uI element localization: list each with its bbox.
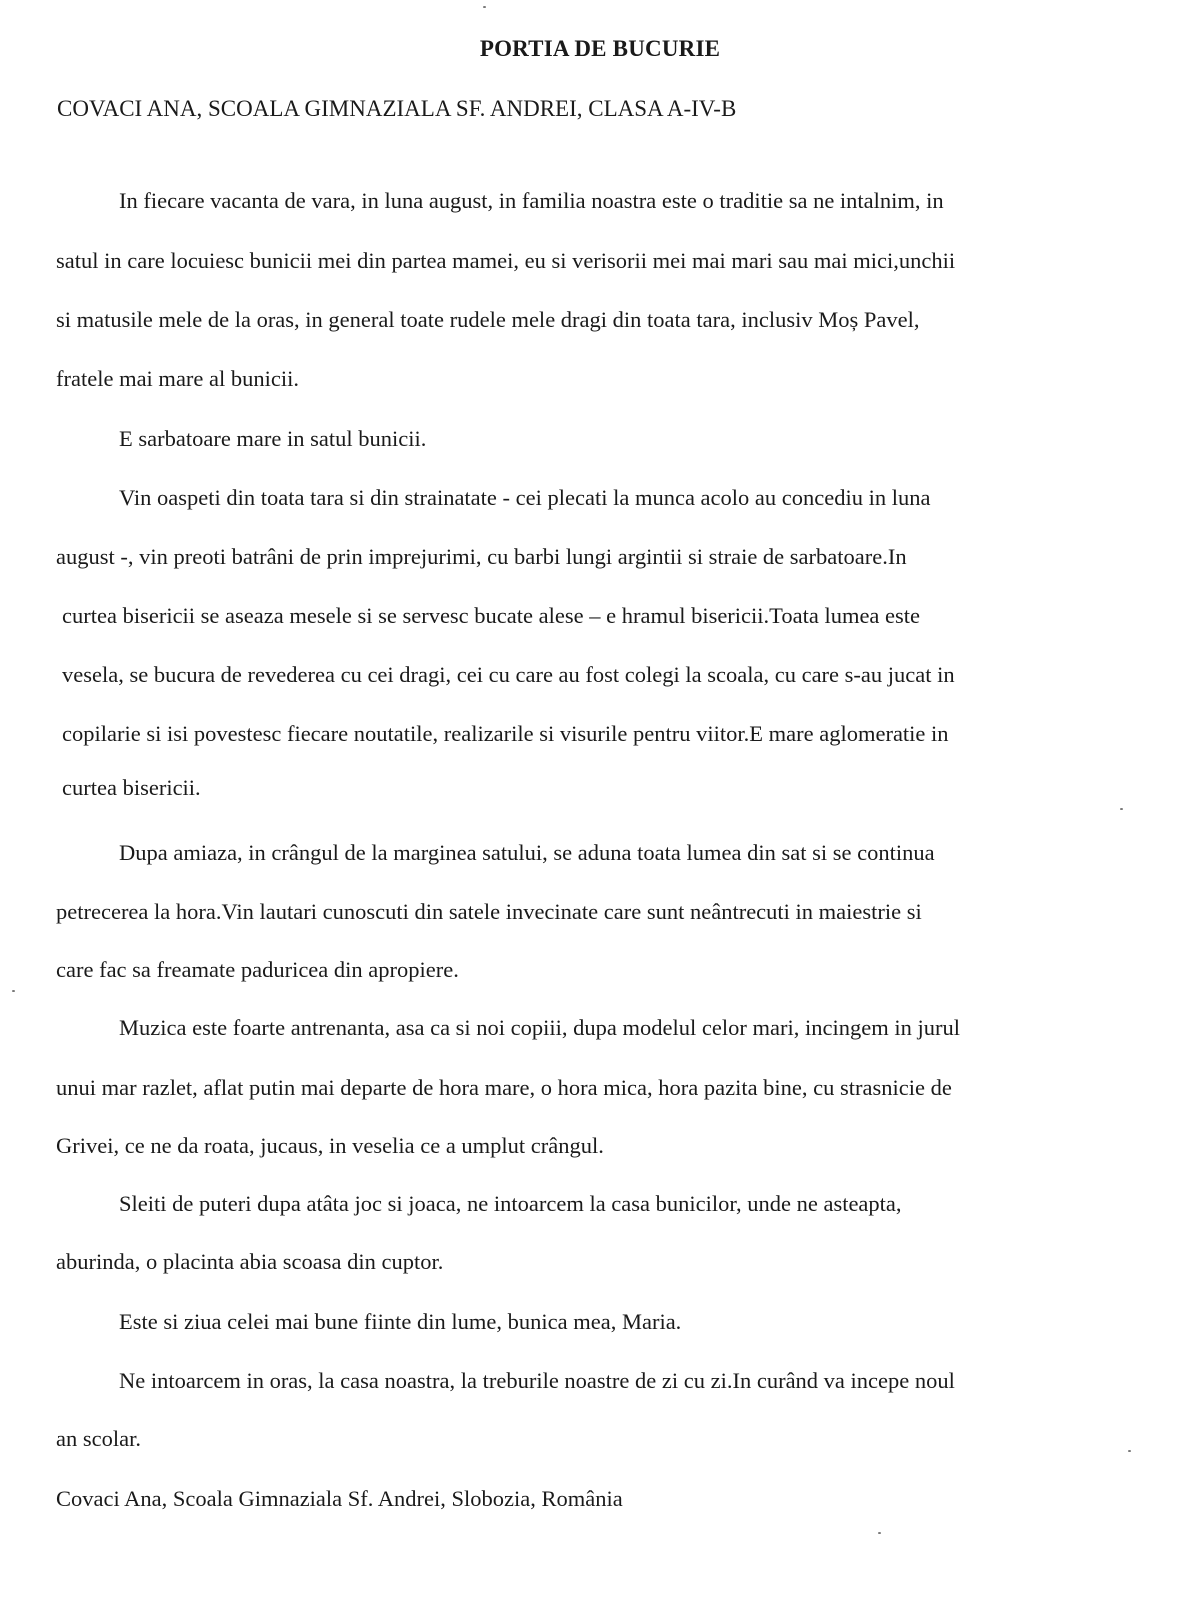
text-line: vesela, se bucura de revederea cu cei dragi, cei cu care au fost colegi la scoala, cu care s-au jucat in — [62, 662, 955, 687]
text-line: Grivei, ce ne da roata, jucaus, in veselia ce a umplut crângul. — [56, 1133, 604, 1158]
text-line: Ne intoarcem in oras, la casa noastra, la treburile noastre de zi cu zi.In curând va incepe noul — [119, 1368, 955, 1393]
text-line: unui mar razlet, aflat putin mai departe de hora mare, o hora mica, hora pazita bine, cu strasnicie de — [56, 1075, 952, 1100]
text-line: aburinda, o placinta abia scoasa din cuptor. — [56, 1249, 444, 1274]
text-line: curtea bisericii se aseaza mesele si se servesc bucate alese – e hramul bisericii.Toata lumea este — [62, 603, 921, 628]
scan-speck — [878, 1532, 881, 1534]
scan-speck — [1128, 1450, 1131, 1452]
text-line: satul in care locuiesc bunicii mei din partea mamei, eu si verisorii mei mai mari sau mai mici,unchii — [56, 248, 956, 273]
text-line: august -, vin preoti batrâni de prin imprejurimi, cu barbi lungi argintii si straie de sarbatoare.In — [56, 544, 907, 569]
text-line: In fiecare vacanta de vara, in luna august, in familia noastra este o traditie sa ne intalnim, in — [119, 188, 944, 213]
text-line: E sarbatoare mare in satul bunicii. — [119, 426, 427, 451]
text-line: an scolar. — [56, 1426, 141, 1451]
scan-speck — [12, 990, 15, 992]
document-title: PORTIA DE BUCURIE — [479, 36, 721, 61]
text-line: Este si ziua celei mai bune fiinte din lume, bunica mea, Maria. — [119, 1309, 682, 1334]
scan-speck — [1120, 808, 1123, 810]
text-line: care fac sa freamate paduricea din apropiere. — [56, 957, 459, 982]
text-line: petrecerea la hora.Vin lautari cunoscuti din satele invecinate care sunt neântrecuti in maiestrie si — [56, 899, 922, 924]
text-line: copilarie si isi povestesc fiecare noutatile, realizarile si visurile pentru viitor.E mare aglomeratie in — [62, 721, 949, 746]
author-line: COVACI ANA, SCOALA GIMNAZIALA SF. ANDREI, CLASA A-IV-B — [57, 96, 737, 121]
scan-speck — [483, 6, 486, 8]
text-line: fratele mai mare al bunicii. — [56, 366, 300, 391]
text-line: Dupa amiaza, in crângul de la marginea satului, se aduna toata lumea din sat si se continua — [119, 840, 935, 865]
text-line: Muzica este foarte antrenanta, asa ca si noi copiii, dupa modelul celor mari, incingem in jurul — [119, 1015, 960, 1040]
text-line: curtea bisericii. — [62, 775, 201, 800]
text-line: si matusile mele de la oras, in general toate rudele mele dragi din toata tara, inclusiv Moș Pavel, — [56, 307, 920, 332]
signature-line: Covaci Ana, Scoala Gimnaziala Sf. Andrei, Slobozia, România — [56, 1486, 623, 1511]
text-line: Vin oaspeti din toata tara si din strainatate - cei plecati la munca acolo au concediu in luna — [119, 485, 931, 510]
text-line: Sleiti de puteri dupa atâta joc si joaca, ne intoarcem la casa bunicilor, unde ne asteapta, — [119, 1191, 902, 1216]
